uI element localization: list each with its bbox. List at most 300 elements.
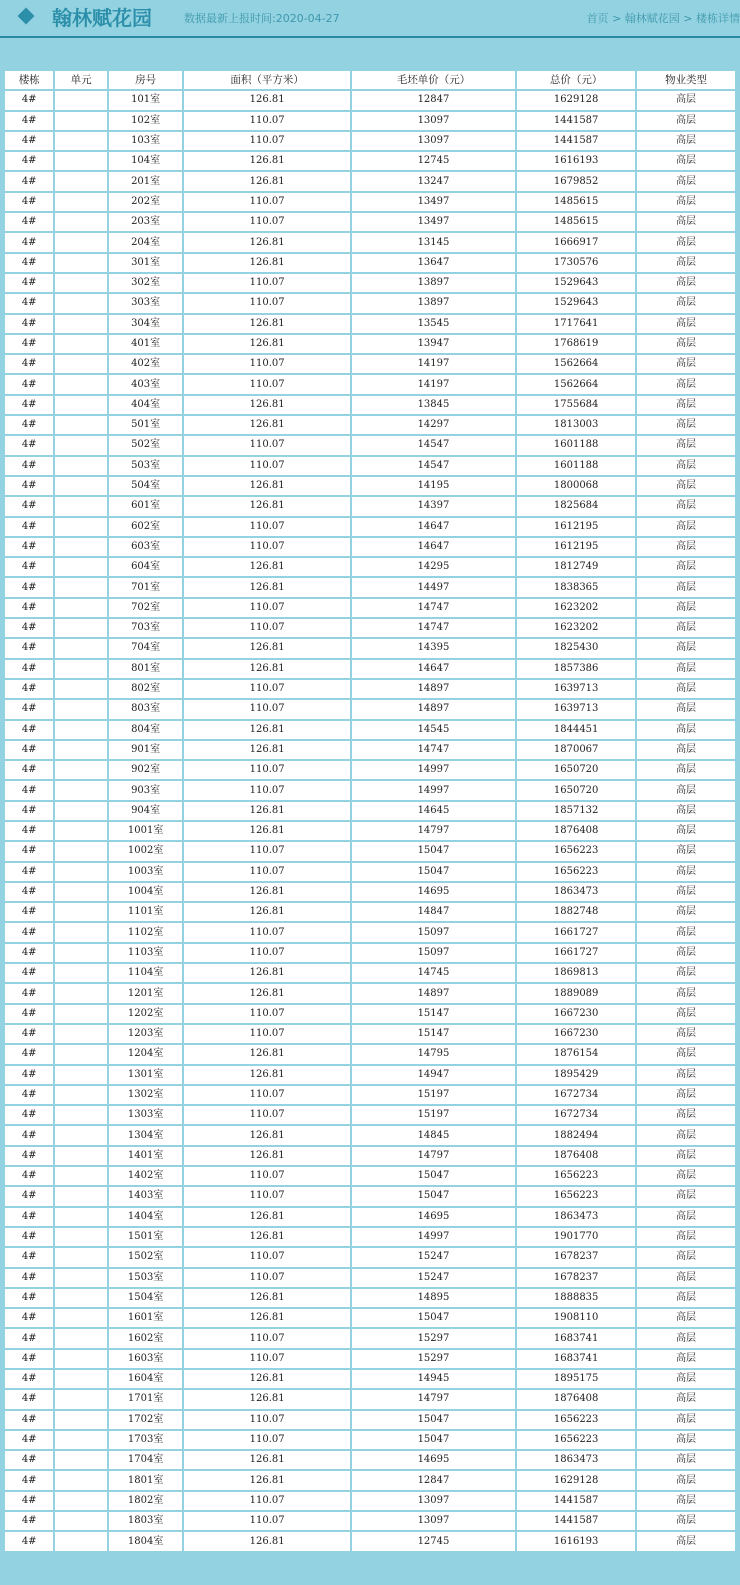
- cell-unit: [55, 538, 106, 556]
- cell-unit: [55, 1532, 106, 1550]
- table-row: [5, 923, 735, 941]
- cell-building: 4#: [5, 1045, 53, 1063]
- cell-unit: [55, 1431, 106, 1449]
- table-row: [5, 1126, 735, 1144]
- cell-building: 4#: [5, 1228, 53, 1246]
- cell-property-type: 高层: [637, 172, 735, 190]
- cell-unit: [55, 558, 106, 576]
- cell-area: 110.07: [184, 1411, 349, 1429]
- building-detail-table: [3, 69, 737, 1553]
- cell-unit: [55, 1126, 106, 1144]
- table-row: [5, 1471, 735, 1489]
- cell-unit-price: 12745: [352, 1532, 515, 1550]
- cell-room: 1703室: [109, 1431, 183, 1449]
- cell-building: 4#: [5, 883, 53, 901]
- cell-unit-price: 14647: [352, 538, 515, 556]
- cell-unit-price: 15097: [352, 944, 515, 962]
- column-header-room: 房号: [109, 71, 183, 89]
- cell-total-price: 1755684: [517, 396, 635, 414]
- cell-total-price: 1901770: [517, 1228, 635, 1246]
- cell-area: 110.07: [184, 944, 349, 962]
- cell-total-price: 1895175: [517, 1370, 635, 1388]
- cell-total-price: 1612195: [517, 538, 635, 556]
- cell-unit: [55, 1309, 106, 1327]
- cell-total-price: 1623202: [517, 599, 635, 617]
- header-band: [0, 38, 740, 68]
- table-row: [5, 1248, 735, 1266]
- cell-room: 901室: [109, 741, 183, 759]
- cell-unit-price: 14747: [352, 741, 515, 759]
- table-row: [5, 355, 735, 373]
- cell-unit-price: 14647: [352, 660, 515, 678]
- cell-building: 4#: [5, 538, 53, 556]
- cell-room: 604室: [109, 558, 183, 576]
- cell-area: 110.07: [184, 1086, 349, 1104]
- table-row: [5, 193, 735, 211]
- cell-property-type: 高层: [637, 822, 735, 840]
- cell-room: 1201室: [109, 984, 183, 1002]
- cell-area: 126.81: [184, 1045, 349, 1063]
- cell-area: 110.07: [184, 518, 349, 536]
- table-row: [5, 1492, 735, 1510]
- cell-property-type: 高层: [637, 233, 735, 251]
- cell-building: 4#: [5, 1431, 53, 1449]
- table-row: [5, 578, 735, 596]
- cell-building: 4#: [5, 863, 53, 881]
- cell-unit: [55, 172, 106, 190]
- cell-total-price: 1813003: [517, 416, 635, 434]
- cell-area: 126.81: [184, 802, 349, 820]
- cell-unit-price: 15047: [352, 1309, 515, 1327]
- table-row: [5, 741, 735, 759]
- cell-room: 302室: [109, 274, 183, 292]
- cell-room: 1503室: [109, 1269, 183, 1287]
- cell-unit: [55, 1106, 106, 1124]
- cell-unit-price: 15047: [352, 1431, 515, 1449]
- cell-unit: [55, 1066, 106, 1084]
- cell-building: 4#: [5, 1167, 53, 1185]
- cell-unit: [55, 233, 106, 251]
- cell-property-type: 高层: [637, 1167, 735, 1185]
- cell-room: 1003室: [109, 863, 183, 881]
- cell-unit-price: 15047: [352, 1167, 515, 1185]
- column-header-property-type: 物业类型: [637, 71, 735, 89]
- cell-unit-price: 14997: [352, 1228, 515, 1246]
- cell-room: 1803室: [109, 1512, 183, 1530]
- cell-building: 4#: [5, 1208, 53, 1226]
- cell-unit-price: 14895: [352, 1289, 515, 1307]
- table-row: [5, 1512, 735, 1530]
- cell-unit: [55, 1269, 106, 1287]
- cell-room: 403室: [109, 375, 183, 393]
- cell-room: 504室: [109, 477, 183, 495]
- cell-unit-price: 13897: [352, 274, 515, 292]
- cell-unit-price: 14747: [352, 599, 515, 617]
- table-row: [5, 1086, 735, 1104]
- cell-area: 110.07: [184, 193, 349, 211]
- cell-area: 110.07: [184, 457, 349, 475]
- cell-unit: [55, 213, 106, 231]
- cell-building: 4#: [5, 1350, 53, 1368]
- cell-total-price: 1656223: [517, 1187, 635, 1205]
- cell-property-type: 高层: [637, 558, 735, 576]
- cell-property-type: 高层: [637, 477, 735, 495]
- breadcrumb-home[interactable]: 首页: [586, 12, 609, 25]
- cell-unit: [55, 761, 106, 779]
- cell-building: 4#: [5, 1126, 53, 1144]
- cell-building: 4#: [5, 112, 53, 130]
- cell-unit: [55, 274, 106, 292]
- table-row: [5, 1106, 735, 1124]
- cell-room: 601室: [109, 497, 183, 515]
- cell-room: 204室: [109, 233, 183, 251]
- cell-property-type: 高层: [637, 132, 735, 150]
- diamond-icon: [18, 8, 35, 25]
- cell-total-price: 1562664: [517, 355, 635, 373]
- cell-unit: [55, 112, 106, 130]
- table-row: [5, 254, 735, 272]
- cell-room: 703室: [109, 619, 183, 637]
- cell-property-type: 高层: [637, 1208, 735, 1226]
- cell-total-price: 1616193: [517, 1532, 635, 1550]
- cell-building: 4#: [5, 1451, 53, 1469]
- cell-total-price: 1857386: [517, 660, 635, 678]
- cell-area: 110.07: [184, 132, 349, 150]
- cell-property-type: 高层: [637, 1471, 735, 1489]
- cell-unit: [55, 944, 106, 962]
- cell-room: 1701室: [109, 1390, 183, 1408]
- cell-total-price: 1863473: [517, 883, 635, 901]
- cell-unit: [55, 193, 106, 211]
- cell-room: 404室: [109, 396, 183, 414]
- table-row: [5, 1005, 735, 1023]
- cell-property-type: 高层: [637, 578, 735, 596]
- cell-area: 126.81: [184, 660, 349, 678]
- cell-building: 4#: [5, 822, 53, 840]
- table-row: [5, 518, 735, 536]
- cell-area: 126.81: [184, 315, 349, 333]
- table-row: [5, 1350, 735, 1368]
- cell-room: 1404室: [109, 1208, 183, 1226]
- cell-area: 126.81: [184, 1390, 349, 1408]
- cell-building: 4#: [5, 558, 53, 576]
- cell-property-type: 高层: [637, 1228, 735, 1246]
- cell-property-type: 高层: [637, 1147, 735, 1165]
- cell-total-price: 1661727: [517, 944, 635, 962]
- cell-area: 126.81: [184, 1532, 349, 1550]
- cell-unit-price: 14797: [352, 822, 515, 840]
- cell-area: 110.07: [184, 1106, 349, 1124]
- cell-property-type: 高层: [637, 700, 735, 718]
- column-header-total-price: 总价（元）: [517, 71, 635, 89]
- cell-building: 4#: [5, 1066, 53, 1084]
- cell-property-type: 高层: [637, 112, 735, 130]
- cell-unit: [55, 436, 106, 454]
- cell-total-price: 1616193: [517, 152, 635, 170]
- cell-area: 110.07: [184, 761, 349, 779]
- cell-unit: [55, 984, 106, 1002]
- cell-unit-price: 15247: [352, 1248, 515, 1266]
- cell-area: 110.07: [184, 680, 349, 698]
- cell-total-price: 1656223: [517, 863, 635, 881]
- cell-area: 110.07: [184, 1005, 349, 1023]
- cell-building: 4#: [5, 578, 53, 596]
- cell-property-type: 高层: [637, 538, 735, 556]
- cell-unit-price: 15047: [352, 842, 515, 860]
- cell-total-price: 1800068: [517, 477, 635, 495]
- cell-unit-price: 15297: [352, 1350, 515, 1368]
- cell-total-price: 1485615: [517, 193, 635, 211]
- cell-building: 4#: [5, 233, 53, 251]
- table-row: [5, 822, 735, 840]
- cell-unit-price: 13097: [352, 112, 515, 130]
- cell-total-price: 1441587: [517, 132, 635, 150]
- cell-area: 110.07: [184, 355, 349, 373]
- cell-unit-price: 13497: [352, 213, 515, 231]
- cell-building: 4#: [5, 842, 53, 860]
- cell-building: 4#: [5, 619, 53, 637]
- cell-property-type: 高层: [637, 1370, 735, 1388]
- cell-unit: [55, 1167, 106, 1185]
- cell-room: 904室: [109, 802, 183, 820]
- breadcrumb-separator: >: [612, 12, 622, 25]
- cell-area: 110.07: [184, 213, 349, 231]
- cell-property-type: 高层: [637, 1106, 735, 1124]
- table-row: [5, 1390, 735, 1408]
- cell-unit: [55, 1208, 106, 1226]
- cell-unit-price: 14897: [352, 700, 515, 718]
- cell-total-price: 1882748: [517, 903, 635, 921]
- cell-area: 110.07: [184, 1329, 349, 1347]
- cell-area: 110.07: [184, 1350, 349, 1368]
- table-row: [5, 660, 735, 678]
- cell-building: 4#: [5, 964, 53, 982]
- cell-property-type: 高层: [637, 599, 735, 617]
- cell-unit-price: 13647: [352, 254, 515, 272]
- table-row: [5, 132, 735, 150]
- cell-property-type: 高层: [637, 863, 735, 881]
- cell-building: 4#: [5, 436, 53, 454]
- cell-unit-price: 13097: [352, 132, 515, 150]
- cell-total-price: 1672734: [517, 1106, 635, 1124]
- column-header-unit: 单元: [55, 71, 106, 89]
- cell-unit: [55, 599, 106, 617]
- cell-room: 103室: [109, 132, 183, 150]
- cell-building: 4#: [5, 680, 53, 698]
- cell-unit-price: 14997: [352, 761, 515, 779]
- cell-unit: [55, 639, 106, 657]
- cell-unit: [55, 132, 106, 150]
- cell-unit-price: 14747: [352, 619, 515, 637]
- cell-total-price: 1601188: [517, 436, 635, 454]
- cell-unit-price: 14195: [352, 477, 515, 495]
- cell-total-price: 1672734: [517, 1086, 635, 1104]
- cell-total-price: 1895429: [517, 1066, 635, 1084]
- cell-total-price: 1683741: [517, 1329, 635, 1347]
- cell-building: 4#: [5, 781, 53, 799]
- cell-area: 126.81: [184, 477, 349, 495]
- table-row: [5, 883, 735, 901]
- cell-building: 4#: [5, 1086, 53, 1104]
- cell-unit: [55, 375, 106, 393]
- table-row: [5, 1066, 735, 1084]
- cell-unit-price: 15047: [352, 1187, 515, 1205]
- cell-property-type: 高层: [637, 1025, 735, 1043]
- cell-building: 4#: [5, 984, 53, 1002]
- cell-building: 4#: [5, 1187, 53, 1205]
- cell-area: 126.81: [184, 1147, 349, 1165]
- cell-property-type: 高层: [637, 355, 735, 373]
- cell-area: 126.81: [184, 883, 349, 901]
- cell-room: 1001室: [109, 822, 183, 840]
- cell-room: 301室: [109, 254, 183, 272]
- cell-area: 126.81: [184, 1309, 349, 1327]
- table-row: [5, 274, 735, 292]
- cell-property-type: 高层: [637, 91, 735, 109]
- cell-total-price: 1717641: [517, 315, 635, 333]
- cell-building: 4#: [5, 802, 53, 820]
- cell-property-type: 高层: [637, 1512, 735, 1530]
- cell-total-price: 1667230: [517, 1005, 635, 1023]
- cell-property-type: 高层: [637, 741, 735, 759]
- cell-unit: [55, 477, 106, 495]
- cell-unit: [55, 1492, 106, 1510]
- table-row: [5, 1329, 735, 1347]
- cell-building: 4#: [5, 1390, 53, 1408]
- cell-building: 4#: [5, 741, 53, 759]
- cell-property-type: 高层: [637, 375, 735, 393]
- cell-area: 110.07: [184, 375, 349, 393]
- cell-building: 4#: [5, 396, 53, 414]
- cell-unit-price: 14795: [352, 1045, 515, 1063]
- table-row: [5, 538, 735, 556]
- cell-total-price: 1650720: [517, 761, 635, 779]
- cell-unit: [55, 457, 106, 475]
- cell-total-price: 1876408: [517, 1390, 635, 1408]
- cell-property-type: 高层: [637, 1329, 735, 1347]
- cell-unit: [55, 781, 106, 799]
- cell-total-price: 1908110: [517, 1309, 635, 1327]
- table-row: [5, 152, 735, 170]
- breadcrumb: [587, 11, 740, 27]
- cell-building: 4#: [5, 1289, 53, 1307]
- breadcrumb-project[interactable]: 翰林赋花园: [624, 12, 680, 25]
- cell-room: 1103室: [109, 944, 183, 962]
- cell-property-type: 高层: [637, 416, 735, 434]
- breadcrumb-separator: >: [683, 12, 693, 25]
- cell-property-type: 高层: [637, 619, 735, 637]
- cell-room: 1501室: [109, 1228, 183, 1246]
- table-row: [5, 984, 735, 1002]
- cell-building: 4#: [5, 274, 53, 292]
- cell-unit-price: 14197: [352, 375, 515, 393]
- cell-unit-price: 14945: [352, 1370, 515, 1388]
- cell-room: 1301室: [109, 1066, 183, 1084]
- table-row: [5, 335, 735, 353]
- cell-unit: [55, 1045, 106, 1063]
- cell-unit: [55, 741, 106, 759]
- cell-property-type: 高层: [637, 1350, 735, 1368]
- cell-property-type: 高层: [637, 1309, 735, 1327]
- cell-area: 126.81: [184, 396, 349, 414]
- cell-area: 110.07: [184, 274, 349, 292]
- table-row: [5, 436, 735, 454]
- table-row: [5, 457, 735, 475]
- cell-building: 4#: [5, 1492, 53, 1510]
- cell-unit: [55, 1248, 106, 1266]
- cell-unit: [55, 1451, 106, 1469]
- cell-room: 203室: [109, 213, 183, 231]
- cell-building: 4#: [5, 1147, 53, 1165]
- table-row: [5, 91, 735, 109]
- cell-property-type: 高层: [637, 1431, 735, 1449]
- cell-property-type: 高层: [637, 1492, 735, 1510]
- cell-total-price: 1838365: [517, 578, 635, 596]
- cell-property-type: 高层: [637, 274, 735, 292]
- cell-unit: [55, 396, 106, 414]
- table-row: [5, 1532, 735, 1550]
- cell-area: 126.81: [184, 497, 349, 515]
- cell-property-type: 高层: [637, 436, 735, 454]
- cell-room: 503室: [109, 457, 183, 475]
- cell-building: 4#: [5, 1370, 53, 1388]
- cell-unit-price: 14497: [352, 578, 515, 596]
- cell-property-type: 高层: [637, 254, 735, 272]
- cell-total-price: 1612195: [517, 518, 635, 536]
- cell-property-type: 高层: [637, 1451, 735, 1469]
- cell-room: 1101室: [109, 903, 183, 921]
- cell-room: 304室: [109, 315, 183, 333]
- cell-room: 1403室: [109, 1187, 183, 1205]
- cell-area: 110.07: [184, 619, 349, 637]
- cell-property-type: 高层: [637, 721, 735, 739]
- cell-total-price: 1629128: [517, 91, 635, 109]
- cell-area: 126.81: [184, 578, 349, 596]
- cell-room: 1402室: [109, 1167, 183, 1185]
- cell-area: 110.07: [184, 112, 349, 130]
- cell-building: 4#: [5, 375, 53, 393]
- cell-building: 4#: [5, 660, 53, 678]
- cell-building: 4#: [5, 761, 53, 779]
- cell-property-type: 高层: [637, 1086, 735, 1104]
- cell-building: 4#: [5, 700, 53, 718]
- cell-room: 201室: [109, 172, 183, 190]
- cell-building: 4#: [5, 1411, 53, 1429]
- cell-unit: [55, 1005, 106, 1023]
- table-row: [5, 1045, 735, 1063]
- cell-property-type: 高层: [637, 761, 735, 779]
- cell-area: 110.07: [184, 538, 349, 556]
- cell-room: 202室: [109, 193, 183, 211]
- cell-property-type: 高层: [637, 518, 735, 536]
- cell-building: 4#: [5, 923, 53, 941]
- cell-building: 4#: [5, 903, 53, 921]
- cell-property-type: 高层: [637, 152, 735, 170]
- table-row: [5, 700, 735, 718]
- cell-unit-price: 14645: [352, 802, 515, 820]
- cell-room: 303室: [109, 294, 183, 312]
- cell-building: 4#: [5, 944, 53, 962]
- cell-unit-price: 12847: [352, 1471, 515, 1489]
- cell-area: 126.81: [184, 721, 349, 739]
- cell-building: 4#: [5, 315, 53, 333]
- cell-area: 110.07: [184, 1187, 349, 1205]
- cell-room: 702室: [109, 599, 183, 617]
- cell-building: 4#: [5, 1269, 53, 1287]
- cell-building: 4#: [5, 477, 53, 495]
- cell-unit-price: 15197: [352, 1086, 515, 1104]
- cell-property-type: 高层: [637, 984, 735, 1002]
